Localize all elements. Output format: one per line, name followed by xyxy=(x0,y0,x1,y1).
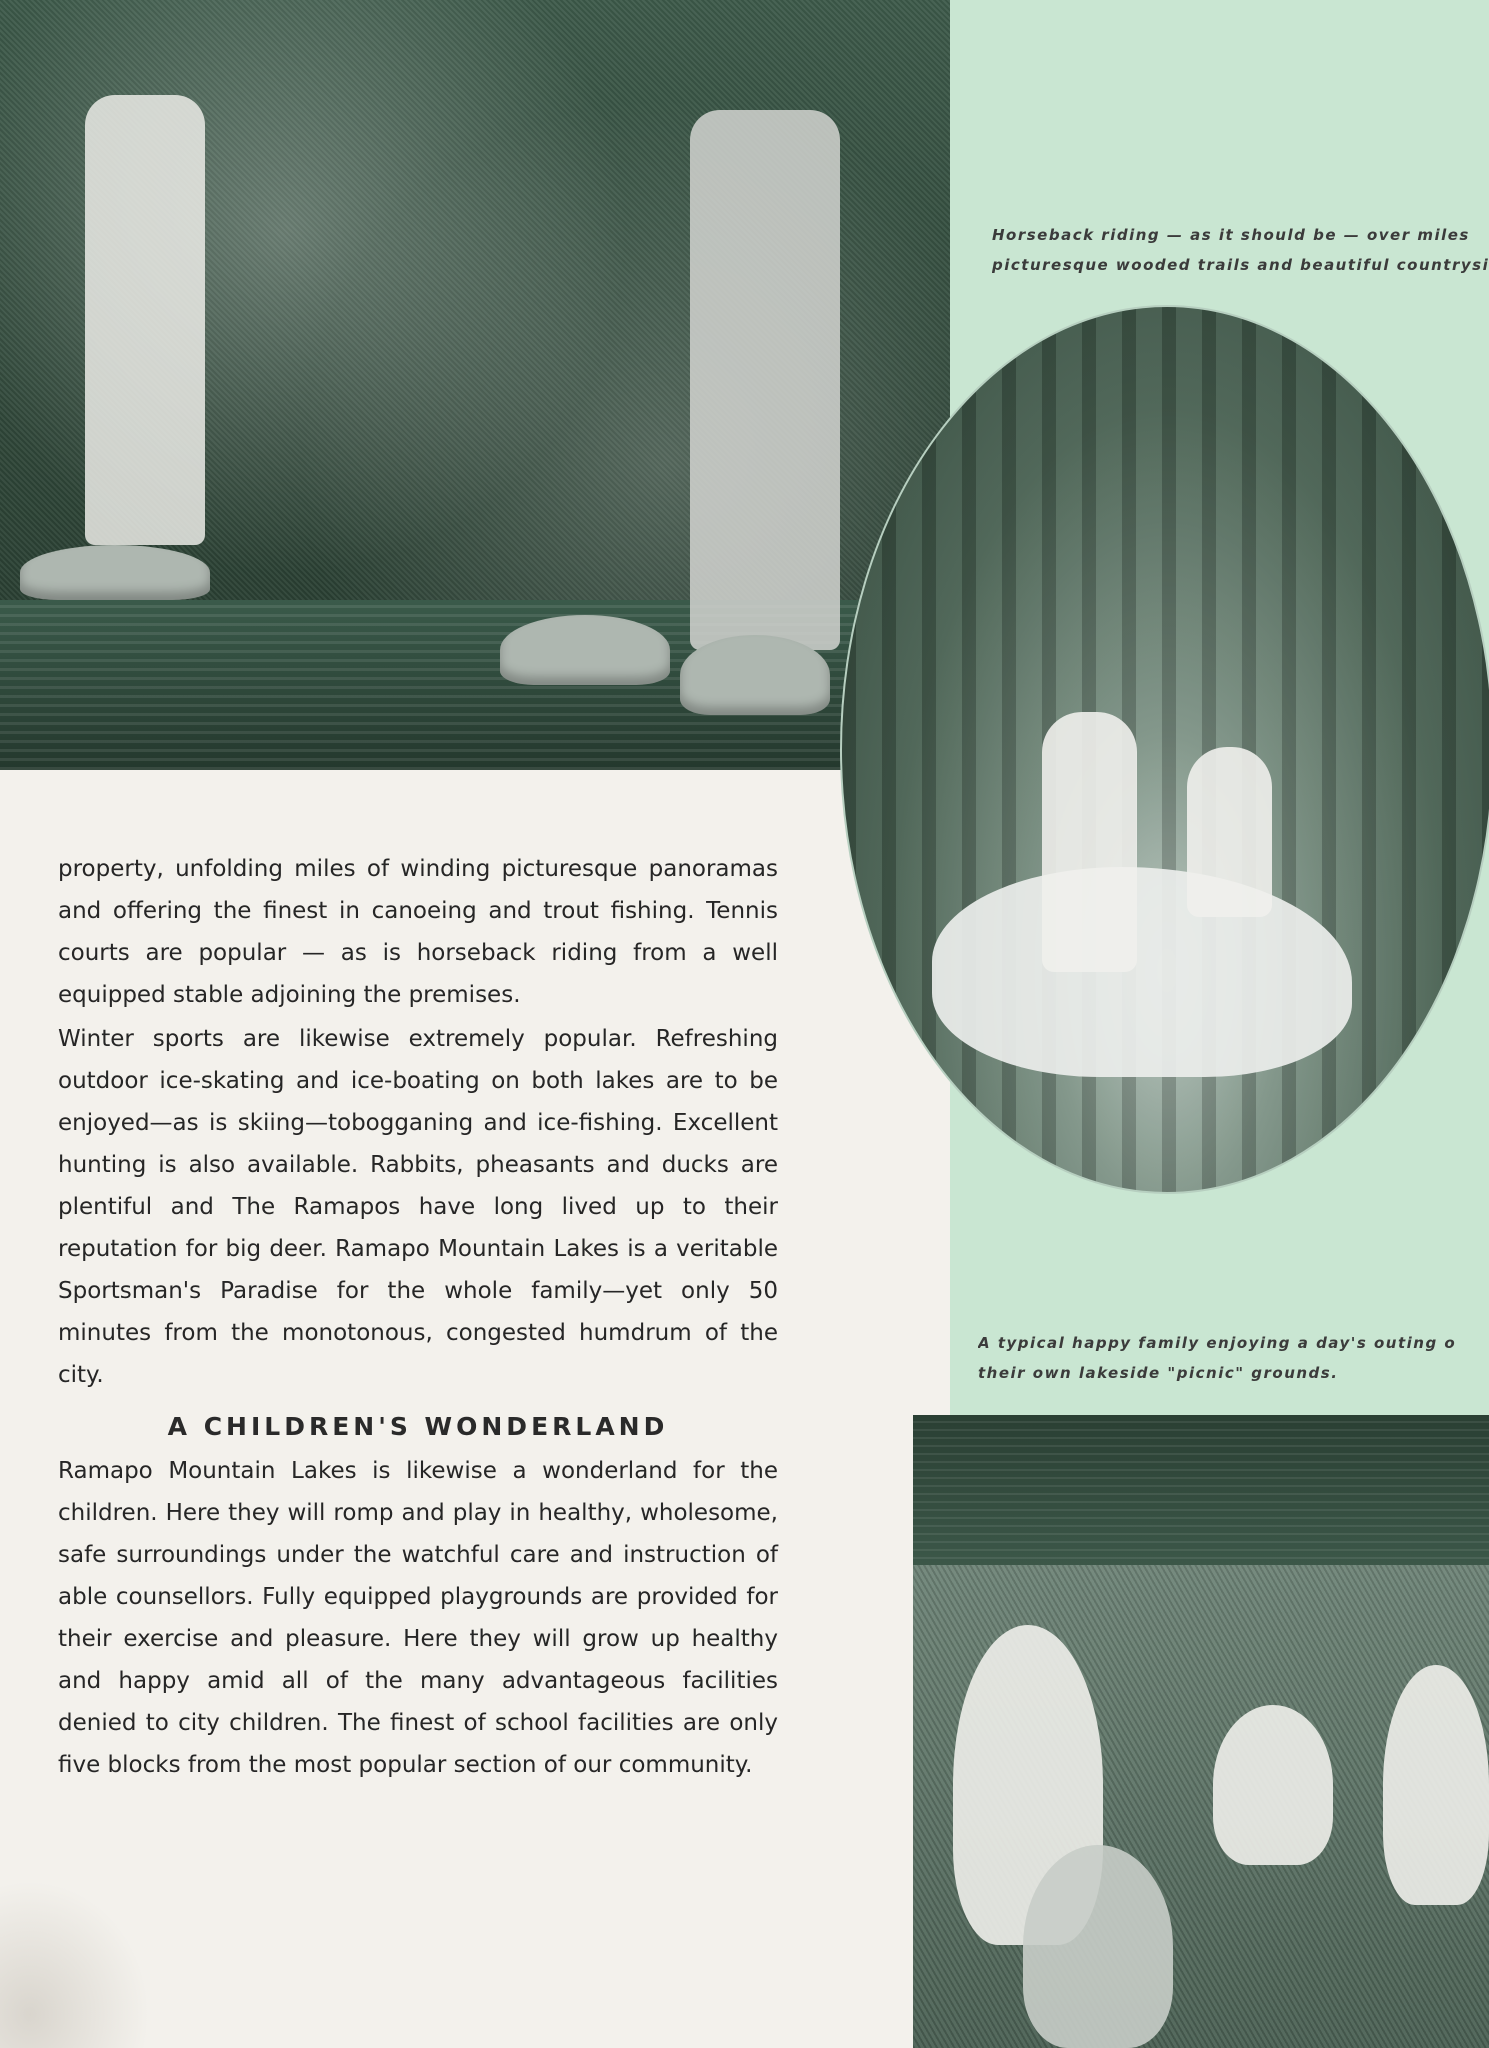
paragraph: Ramapo Mountain Lakes is likewise a wonderland for the children. Here they will romp and play in healthy, wholesome, safe surroundings under the watchful care and instruction of able counsellors. Fully equipped playgrounds are provided for their exercise and pleasure. Here they will grow up healthy and happy amid all of the many advantageous facilities denied to city children. The finest of school facilities are only five blocks from the most popular section of our community. xyxy=(58,1458,778,1778)
horseback-caption xyxy=(992,220,1489,280)
caption-line: A typical happy family enjoying a day's outing o xyxy=(978,1334,1457,1352)
baby xyxy=(1213,1705,1333,1865)
man xyxy=(1383,1665,1489,1905)
article-text xyxy=(58,848,778,1788)
fishing-photo xyxy=(0,0,950,770)
caption-line: picturesque wooded trails and beautiful countrysi xyxy=(992,256,1489,274)
paper-wear xyxy=(0,1880,150,2048)
horse xyxy=(932,867,1352,1077)
rock xyxy=(680,635,830,715)
caption-line: their own lakeside "picnic" grounds. xyxy=(978,1364,1339,1382)
lake xyxy=(913,1415,1489,1575)
child xyxy=(1023,1845,1173,2048)
horseback-photo xyxy=(840,305,1489,1194)
paragraph: property, unfolding miles of winding picturesque panoramas and offering the finest in canoeing and trout fishing. Tennis courts are popular — as is horseback riding from a well equipped stable adjoining the premises. xyxy=(58,856,778,1008)
paragraph: Winter sports are likewise extremely popular. Refreshing outdoor ice-skating and ice-boating on both lakes are to be enjoyed—as is skiing—tobogganing and ice-fishing. Excellent hunting is also available. Rabbits, pheasants and ducks are plentiful and The Ramapos have long lived up to their reputation for big deer. Ramapo Mountain Lakes is a veritable Sportsman's Paradise for the whole family—yet only 50 minutes from the monotonous, congested humdrum of the city. xyxy=(58,1026,778,1388)
caption-line: Horseback riding — as it should be — over miles xyxy=(992,226,1470,244)
rock xyxy=(20,545,210,600)
rock xyxy=(500,615,670,685)
rider-girl xyxy=(1187,747,1272,917)
section-heading: A CHILDREN'S WONDERLAND xyxy=(167,1412,669,1441)
rider-man xyxy=(1042,712,1137,972)
picnic-caption xyxy=(978,1328,1489,1388)
fisherman-left xyxy=(85,95,205,545)
fisherman-right xyxy=(690,110,840,650)
picnic-photo xyxy=(913,1415,1489,2048)
